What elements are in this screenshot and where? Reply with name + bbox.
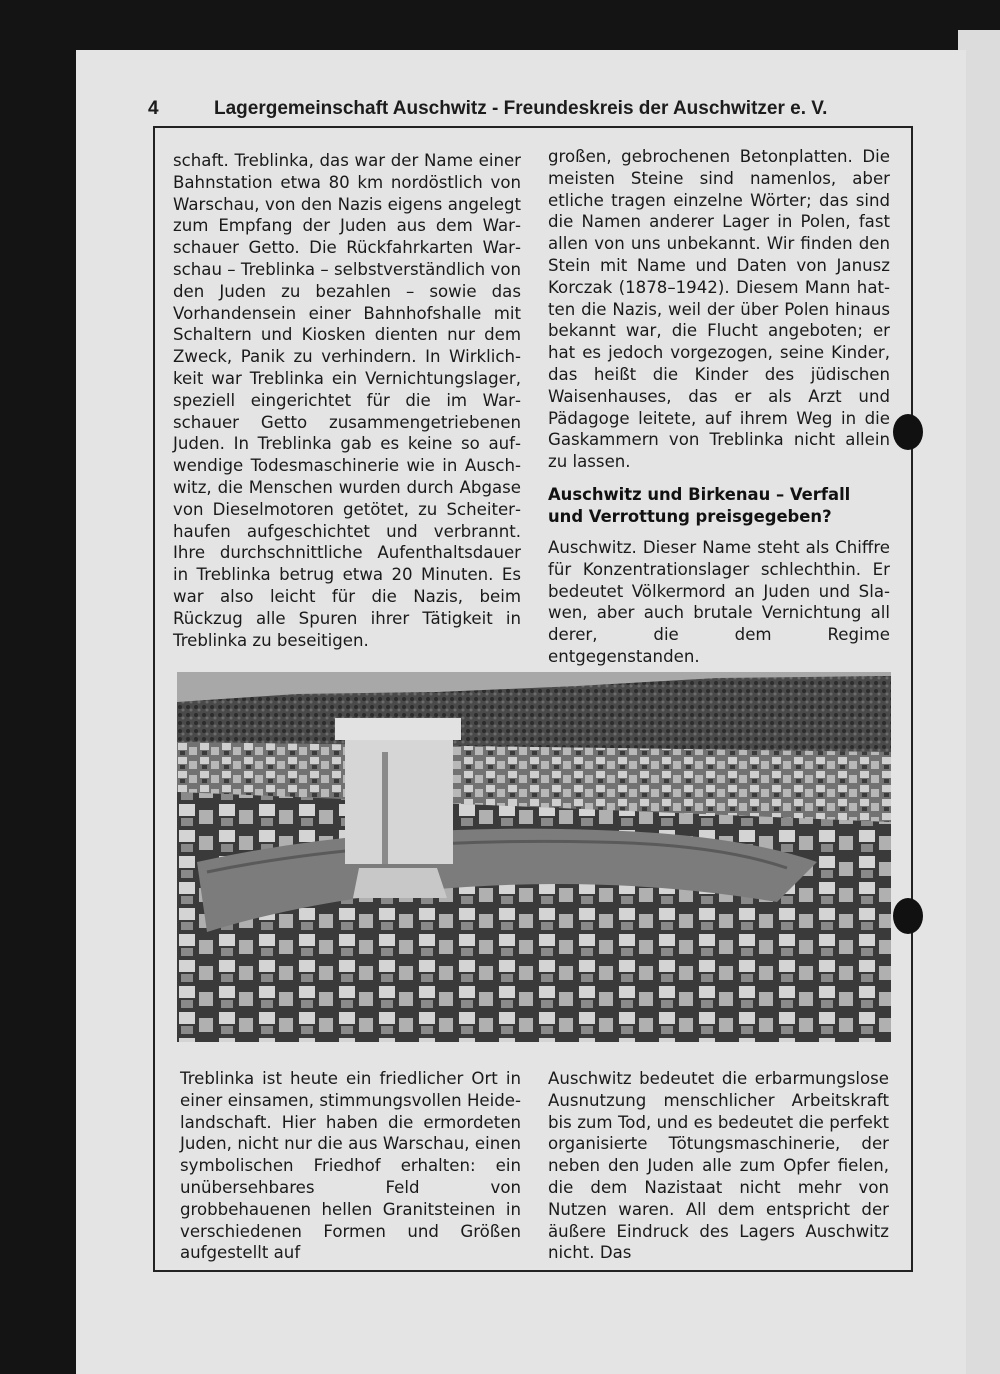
punch-hole-lower bbox=[893, 898, 923, 934]
treblinka-memorial-photo bbox=[177, 672, 891, 1042]
journal-title: Lagergemeinschaft Auschwitz - Freundeskreis der Auschwitzer e. V. bbox=[214, 98, 828, 119]
right-column-top-text: großen, gebrochenen Betonplatten. Die meisten Steine sind namenlos, aber etliche tragen einzelne Wörter; das sind die Namen anderer Lager in Polen, fast allen von uns unbekannt. Wir finden den Stein mit Name und Daten von Janusz Korczak (1878–1942). Diesem Mann hatten die Nazis, weil der über Polen hinaus bekannt war, die Flucht angeboten; er hat es jedoch vorgezogen, seine Kinder, das heißt die Kinder des jüdischen Waisenhauses, das er als Arzt und Pädagoge leitete, auf ihrem Weg in die Gaskammern von Treblinka nicht allein zu lassen. bbox=[548, 147, 890, 472]
page-header bbox=[148, 96, 908, 126]
left-column-top-text: schaft. Treblinka, das war der Name einer Bahnstation etwa 80 km nordöstlich von Warschau, von den Nazis eigens angelegt zum Empfang der Juden aus dem Warschauer Getto. Die Rückfahrkarten Warschau – Treblinka – selbstverständlich von den Juden zu bezahlen – sowie das Vorhandensein einer Bahnhofshalle mit Schaltern und Kiosken dienten nur dem Zweck, Panik zu verhindern. In Wirklichkeit war Treblinka ein Vernichtungslager, speziell eingerichtet für die im Warschauer Getto zusammengetriebenen Juden. In Treblinka gab es keine so aufwendige Todesmaschinerie wie in Auschwitz, die Menschen wurden durch Abgase von Dieselmotoren getötet, zu Scheiterhaufen aufgeschichtet und verbrannt. Ihre durchschnittliche Aufenthaltsdauer in Treblinka betrug etwa 20 Minuten. Es war also leicht für die Nazis, beim Rückzug alle Spuren ihrer Tätigkeit in Treblinka zu beseitigen. bbox=[173, 151, 521, 650]
left-column-bottom-text: Treblinka ist heute ein friedlicher Ort in einer einsamen, stimmungsvollen Heidelandschaft. Hier haben die ermordeten Juden, nicht nur die aus Warschau, einen symbolischen Friedhof erhalten: ein unübersehbares Feld von grobbehauenen hellen Granitsteinen in verschiedenen Formen und Größen aufgestellt auf bbox=[180, 1069, 521, 1263]
punch-hole-upper bbox=[893, 414, 923, 450]
right-column-bottom-text: Auschwitz bedeutet die erbarmungslose Ausnutzung menschlicher Arbeitskraft bis zum Tod, und es bedeutet die perfekt organisierte Tötungsmaschinerie, der neben den Juden alle zum Opfer fielen, die dem Nazistaat nicht mehr von Nutzen waren. All dem entspricht der äußere Eindruck des Lagers Auschwitz nicht. Das bbox=[548, 1069, 889, 1263]
section-heading: Auschwitz und Birkenau – Verfall und Verrottung preisgegeben? bbox=[548, 485, 851, 526]
page-number: 4 bbox=[148, 98, 159, 119]
right-column-mid-text: Auschwitz. Dieser Name steht als Chiffre für Konzentrationslager schlechthin. Er bedeutet Völkermord an Juden und Slawen, aber auch brutale Vernichtung all derer, die dem Regime entgegenstanden. bbox=[548, 538, 890, 666]
